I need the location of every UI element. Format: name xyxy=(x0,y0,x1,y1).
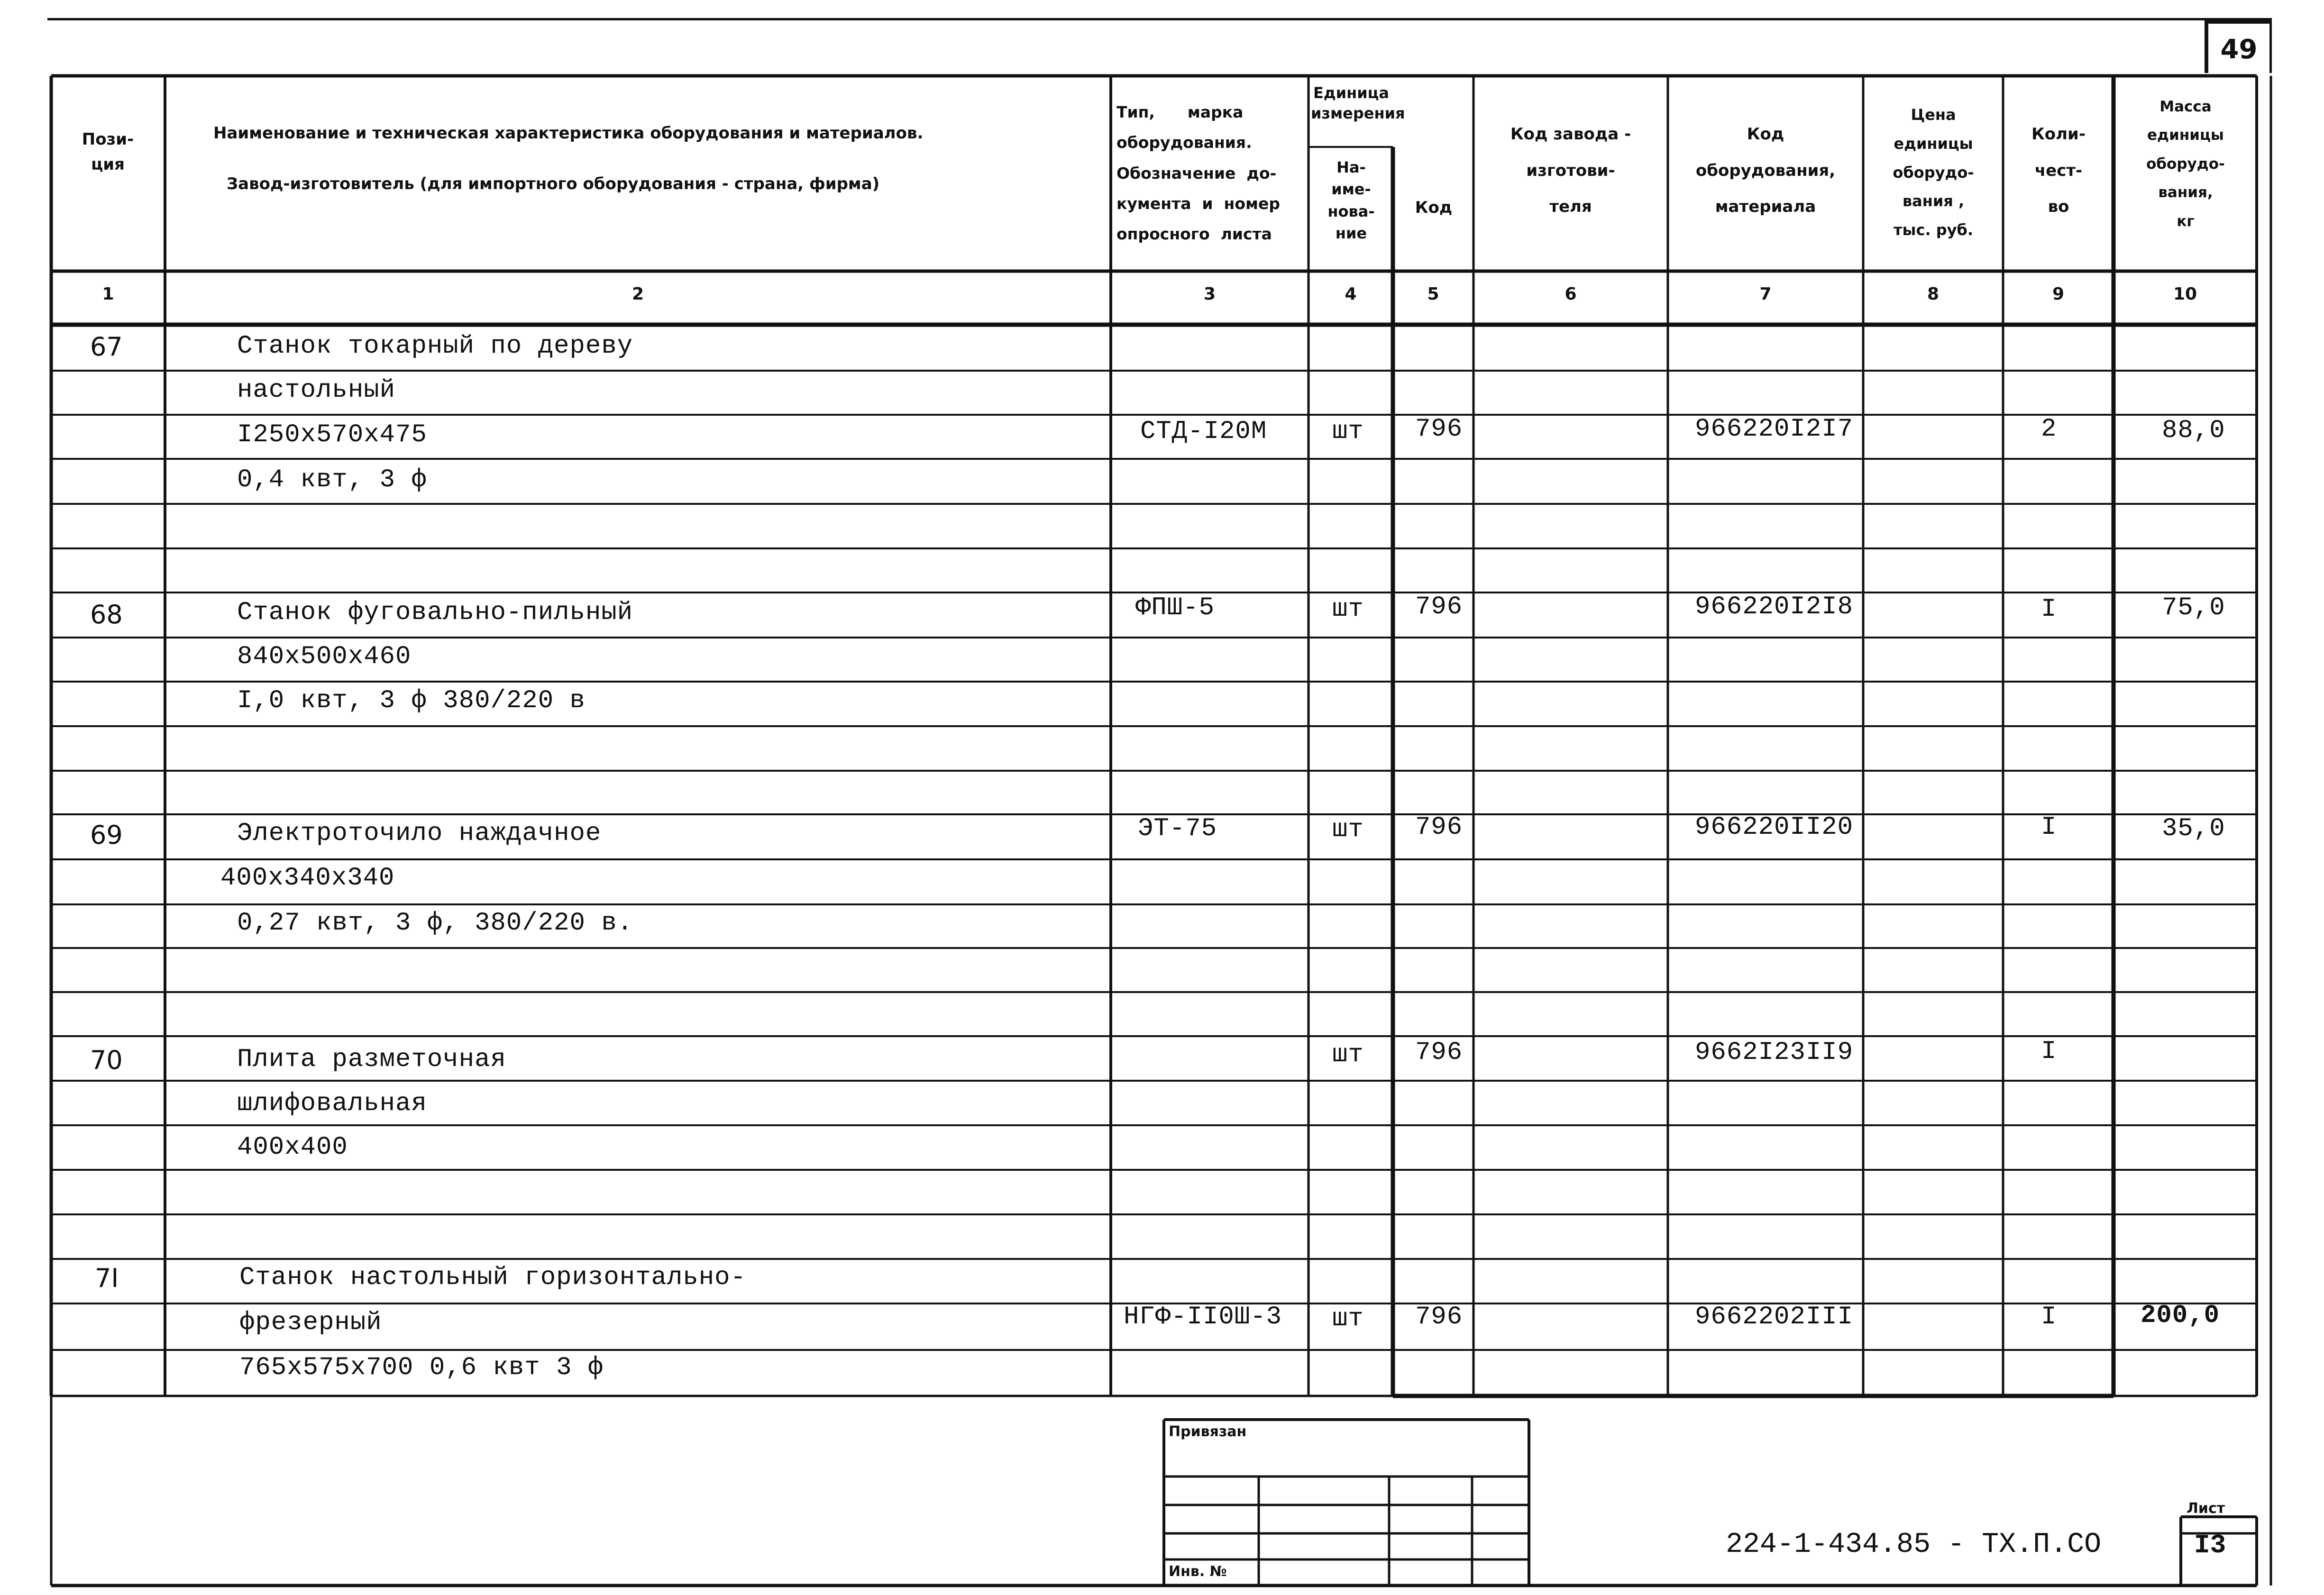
column-number-5: 5 xyxy=(1427,284,1439,304)
item-71-mass: 200,0 xyxy=(2141,1301,2220,1330)
item-68-position: 68 xyxy=(90,600,123,629)
item-70-quantity: I xyxy=(2041,1037,2057,1066)
item-67-name-line3: I250х570х475 xyxy=(237,420,427,449)
item-69-position: 69 xyxy=(90,820,123,850)
item-68-unit-code: 796 xyxy=(1415,592,1463,621)
column-number-7: 7 xyxy=(1759,284,1772,304)
item-68-name-line1: Станок фуговально-пильный xyxy=(237,598,633,627)
header-name-line1: Наименование и техническая характеристика оборудования и материалов. xyxy=(213,124,924,143)
sheet-label: Лист xyxy=(2187,1500,2225,1517)
item-69-unit: шт xyxy=(1332,815,1364,844)
item-71-name-line2: фрезерный xyxy=(239,1308,382,1337)
column-number-8: 8 xyxy=(1927,284,1940,304)
header-unit-name: На- име- нова- ние xyxy=(1327,158,1375,243)
item-71-equipment-code: 9662202III xyxy=(1695,1303,1854,1331)
header-mass: Масса единицы оборудо- вания, кг xyxy=(2146,98,2225,230)
item-70-unit: шт xyxy=(1332,1040,1364,1069)
page-number: 49 xyxy=(2220,34,2258,65)
stamp-linked-label: Привязан xyxy=(1169,1423,1247,1440)
item-71-unit-code: 796 xyxy=(1415,1303,1463,1331)
sheet-number: I3 xyxy=(2194,1530,2226,1560)
item-67-name-line2: настольный xyxy=(237,376,396,405)
column-number-6: 6 xyxy=(1565,284,1577,304)
header-quantity: Коли- чест- во xyxy=(2031,125,2086,216)
item-67-name-line1: Станок токарный по дереву xyxy=(237,332,633,361)
header-position: Пози- ция xyxy=(82,130,134,174)
item-69-name-line3: 0,27 квт, 3 ф, 380/220 в. xyxy=(237,909,633,938)
item-69-name-line2: 400х340х340 xyxy=(220,864,395,893)
item-67-position: 67 xyxy=(90,332,123,362)
item-68-equipment-code: 966220I2I8 xyxy=(1695,592,1854,621)
item-71-position: 7I xyxy=(95,1263,119,1293)
item-70-name-line3: 400х400 xyxy=(237,1133,348,1162)
column-number-4: 4 xyxy=(1345,284,1357,304)
item-67-type: СТД-I20М xyxy=(1140,417,1267,446)
item-67-mass: 88,0 xyxy=(2162,416,2225,445)
item-68-name-line2: 840х500х460 xyxy=(237,642,412,671)
item-71-name-line3: 765х575х700 0,6 квт 3 ф xyxy=(239,1353,604,1382)
item-70-equipment-code: 9662I23II9 xyxy=(1695,1038,1854,1067)
item-71-unit: шт xyxy=(1332,1304,1364,1333)
item-71-quantity: I xyxy=(2041,1303,2057,1331)
item-70-unit-code: 796 xyxy=(1415,1038,1463,1067)
header-equipment-code: Код оборудования, материала xyxy=(1695,125,1836,216)
document-code: 224-1-434.85 - ТХ.П.СО xyxy=(1726,1529,2102,1561)
item-68-name-line3: I,0 квт, 3 ф 380/220 в xyxy=(237,686,586,715)
item-69-quantity: I xyxy=(2041,813,2057,842)
stamp-inventory-label: Инв. № xyxy=(1169,1563,1227,1580)
header-unit-group: Единица измерения xyxy=(1311,84,1405,123)
column-number-10: 10 xyxy=(2173,284,2197,304)
item-69-equipment-code: 966220II20 xyxy=(1695,813,1854,842)
item-67-name-line4: 0,4 квт, 3 ф xyxy=(237,465,427,494)
header-type: Тип, марка оборудования. Обозначение до- кумента и номер опросного листа xyxy=(1116,103,1280,244)
item-67-equipment-code: 966220I2I7 xyxy=(1695,415,1854,444)
item-69-type: ЭТ-75 xyxy=(1138,814,1217,843)
item-70-name-line1: Плита разметочная xyxy=(237,1045,506,1074)
item-68-type: ФПШ-5 xyxy=(1135,593,1215,622)
header-name-line2: Завод-изготовитель (для импортного оборудования - страна, фирма) xyxy=(227,174,880,193)
column-number-1: 1 xyxy=(102,284,114,304)
item-69-unit-code: 796 xyxy=(1415,813,1463,842)
item-71-name-line1: Станок настольный горизонтально- xyxy=(239,1263,746,1292)
item-68-quantity: I xyxy=(2041,595,2057,624)
item-71-type: НГФ-II0Ш-3 xyxy=(1124,1303,1282,1331)
item-69-name-line1: Электроточило наждачное xyxy=(237,819,602,848)
item-70-name-line2: шлифовальная xyxy=(237,1089,427,1118)
column-number-2: 2 xyxy=(631,284,644,304)
header-price: Цена единицы оборудо- вания , тыс. руб. xyxy=(1893,106,1974,239)
item-68-unit: шт xyxy=(1332,595,1364,624)
item-69-mass: 35,0 xyxy=(2162,814,2225,843)
column-number-3: 3 xyxy=(1203,284,1216,304)
column-number-9: 9 xyxy=(2052,284,2065,304)
header-manufacturer-code: Код завода - изготови- теля xyxy=(1510,125,1631,216)
item-67-unit-code: 796 xyxy=(1415,415,1463,444)
header-unit-code: Код xyxy=(1415,198,1453,217)
item-67-quantity: 2 xyxy=(2041,415,2057,444)
item-68-mass: 75,0 xyxy=(2162,593,2225,622)
item-70-position: 70 xyxy=(90,1045,123,1075)
item-67-unit: шт xyxy=(1332,417,1364,446)
